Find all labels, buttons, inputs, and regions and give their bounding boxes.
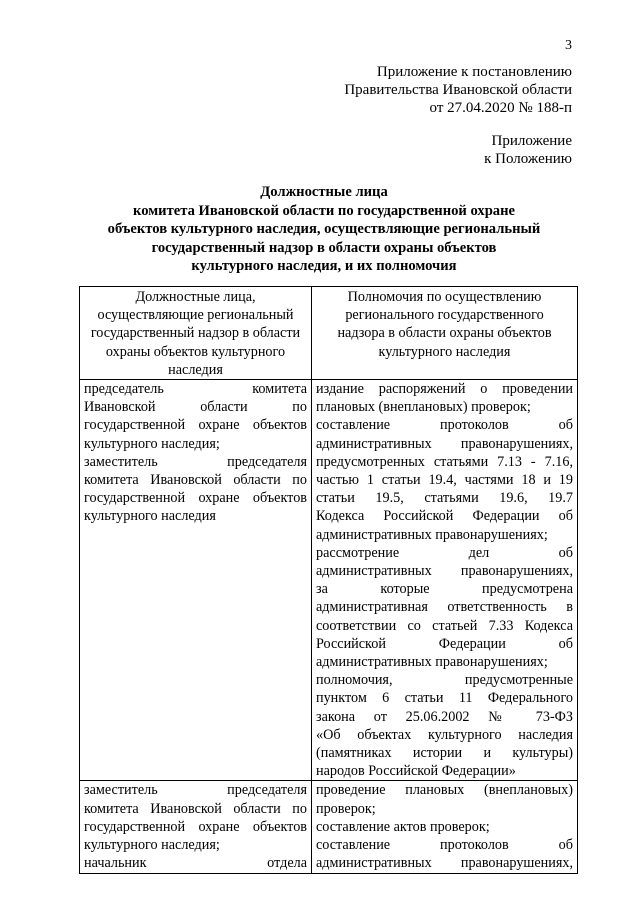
appendix-line: от 27.04.2020 № 188-п [429,100,572,116]
title-line: комитета Ивановской области по государственной охране [133,202,515,219]
sub-appendix-line: Приложение [491,133,572,149]
cell-line: комитета Ивановской области по [84,472,307,489]
title-line: объектов культурного наследия, осуществляющие региональный [107,221,541,237]
powers-cell [312,781,578,873]
officials-cell [80,781,312,873]
officials-cell [80,380,312,781]
cell-line: народов Российской Федерации» [316,763,516,780]
cell-line: пунктом 6 статьи 11 Федерального [316,690,573,707]
document-title [72,183,576,276]
cell-line: комитета Ивановской области по [84,800,307,817]
header-powers [312,287,578,380]
cell-line: предусмотренных статьями 7.13 - 7.16, [316,453,573,470]
cell-line: государственной охране объектов [84,490,307,507]
cell-line: закона от 25.06.2002 № 73-ФЗ [316,708,573,725]
header-officials [80,287,312,380]
cell-line: государственной охране объектов [84,417,307,434]
cell-line: проверок; [316,800,376,817]
cell-line: культурного наследия [84,508,216,525]
page-number: 3 [565,38,572,53]
cell-line: плановых (внеплановых) проверок; [316,399,531,416]
title-line: государственный надзор в области охраны объектов [151,239,497,256]
cell-line: председатель комитета [84,381,307,398]
title-line: Должностные лица [260,184,388,200]
cell-line: заместитель председателя [84,453,307,470]
officials-powers-table [79,286,578,874]
cell-line: Ивановской области по [84,399,307,416]
sub-appendix-line: к Положению [484,151,572,167]
cell-line: административная ответственность в [316,599,573,616]
cell-line: административных правонарушениях, [316,435,573,452]
header-line: охраны объектов культурного [105,343,286,360]
cell-line: «Об объектах культурного наследия [316,726,573,743]
header-line: регионального государственного [345,307,544,324]
header-line: осуществляющие региональный [97,307,294,324]
cell-line: рассмотрение дел об [316,544,573,561]
cell-line: начальник отдела [84,855,307,872]
cell-line: издание распоряжений о проведении [316,381,573,398]
powers-cell [312,380,578,781]
cell-line: административных правонарушениях; [316,654,548,671]
cell-line: административных правонарушениях; [316,526,548,543]
cell-line: за которые предусмотрена [316,581,573,598]
table-row [80,380,578,781]
cell-line: составление протоколов об [316,417,573,434]
cell-line: культурного наследия; [84,837,220,854]
cell-line: статьи 19.5, статьями 19.6, 19.7 [316,490,573,507]
cell-line: соответствии со статьей 7.33 Кодекса [316,617,573,634]
cell-line: культурного наследия; [84,435,220,452]
cell-line: административных правонарушениях, [316,855,573,872]
table-row [80,781,578,873]
sub-appendix-reference [484,132,572,168]
header-line: наследия [168,361,223,378]
header-line: культурного наследия [378,343,511,360]
cell-line: составление протоколов об [316,837,573,854]
cell-line: административных правонарушениях, [316,563,573,580]
cell-line: частью 1 статьи 19.4, частями 18 и 19 [316,472,573,489]
cell-line: составление актов проверок; [316,818,490,835]
header-line: надзора в области охраны объектов [337,325,552,342]
header-line: Должностные лица, [135,289,256,305]
cell-line: проведение плановых (внеплановых) [316,782,573,799]
title-line: культурного наследия, и их полномочия [191,258,457,274]
appendix-line: Приложение к постановлению [376,64,572,80]
cell-line: полномочия, предусмотренные [316,672,573,689]
cell-line: (памятниках истории и культуры) [316,745,573,762]
appendix-line: Правительства Ивановской области [344,82,572,98]
header-line: Полномочия по осуществлению [347,289,542,305]
cell-line: заместитель председателя [84,782,307,799]
cell-line: Кодекса Российской Федерации об [316,508,573,525]
cell-line: государственной охране объектов [84,818,307,835]
header-line: государственный надзор в области [90,325,301,342]
cell-line: Российской Федерации об [316,635,573,652]
appendix-reference [344,63,572,117]
table-header-row [80,287,578,380]
